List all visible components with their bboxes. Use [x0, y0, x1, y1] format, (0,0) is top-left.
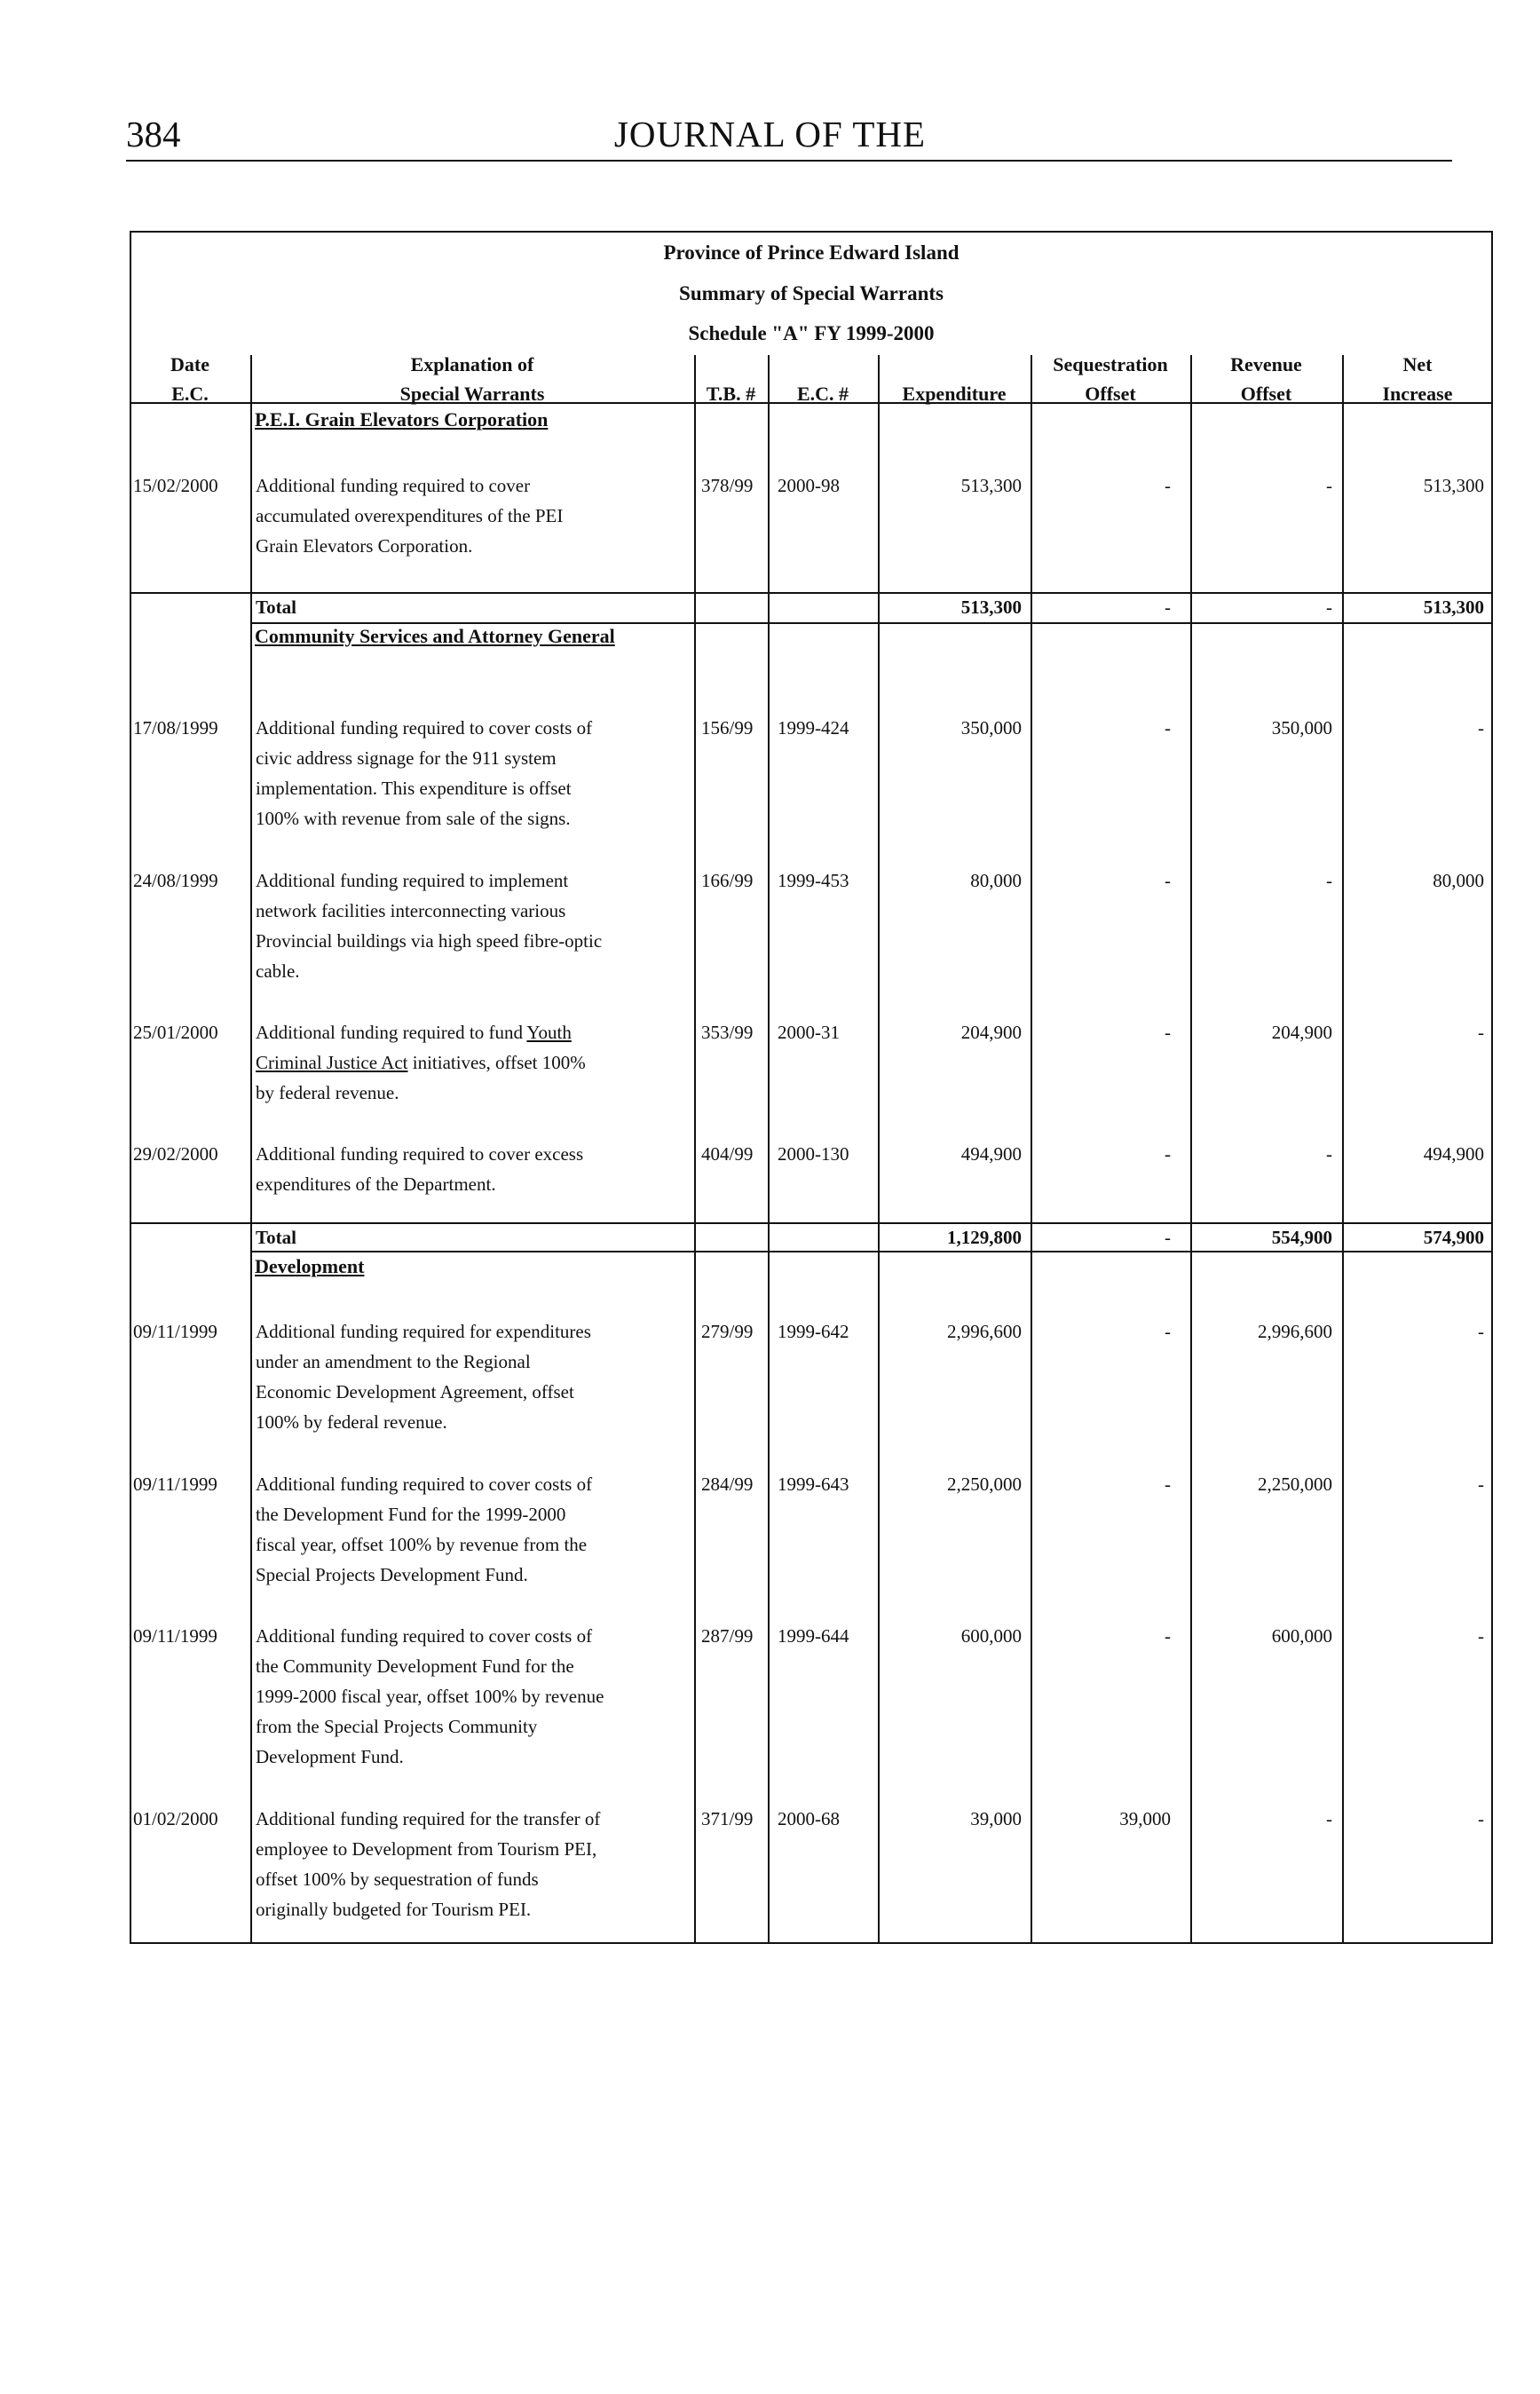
- explanation-line: the Development Fund for the 1999-2000: [256, 1504, 566, 1525]
- row-ec: 2000-68: [778, 1808, 840, 1829]
- caption-schedule: Schedule "A" FY 1999-2000: [688, 322, 935, 344]
- row-net: 513,300: [1423, 475, 1484, 496]
- row-expenditure: 350,000: [960, 717, 1022, 739]
- explanation-line: Additional funding required to cover costs of: [256, 1625, 593, 1647]
- total-label: Total: [256, 1227, 296, 1248]
- section-heading-development: Development: [255, 1255, 365, 1277]
- row-sequestration: -: [1165, 1143, 1171, 1165]
- row-ec: 1999-644: [778, 1625, 849, 1647]
- explanation-line: network facilities interconnecting various: [256, 900, 566, 921]
- caption-province: Province of Prince Edward Island: [663, 241, 960, 264]
- explanation-line: originally budgeted for Tourism PEI.: [256, 1899, 532, 1920]
- explanation-text: initiatives, offset 100%: [407, 1052, 586, 1073]
- row-date: 09/11/1999: [133, 1321, 217, 1342]
- row-expenditure: 600,000: [960, 1625, 1022, 1647]
- row-revenue: 2,250,000: [1258, 1474, 1332, 1495]
- col-header-explanation-line2: Special Warrants: [399, 383, 545, 405]
- explanation-line: Additional funding required for expenditures: [256, 1321, 591, 1342]
- row-date: 09/11/1999: [133, 1474, 217, 1495]
- section-heading-community: Community Services and Attorney General: [255, 625, 615, 647]
- explanation-line: from the Special Projects Community: [256, 1716, 538, 1737]
- col-header-explanation: [250, 350, 694, 408]
- page-number: 384: [126, 114, 181, 154]
- col-header-sequestration: [1031, 350, 1190, 408]
- col-rule-tb: [694, 355, 696, 1942]
- row-sequestration: 39,000: [1119, 1808, 1171, 1829]
- explanation-line: cable.: [256, 960, 300, 982]
- journal-title: JOURNAL OF THE: [613, 114, 927, 154]
- explanation-line: by federal revenue.: [256, 1082, 399, 1103]
- row-expenditure: 2,996,600: [947, 1321, 1022, 1342]
- caption-summary: Summary of Special Warrants: [679, 282, 944, 304]
- row-revenue: 2,996,600: [1258, 1321, 1332, 1342]
- row-tb: 279/99: [701, 1321, 754, 1342]
- row-revenue: -: [1326, 1808, 1332, 1829]
- total-label: Total: [256, 597, 296, 618]
- col-header-ec: E.C. #: [796, 383, 849, 405]
- row-expenditure: 39,000: [970, 1808, 1022, 1829]
- row-revenue: -: [1326, 870, 1332, 891]
- explanation-line: Additional funding required to cover: [256, 475, 531, 496]
- row-sequestration: -: [1165, 717, 1171, 739]
- total-net: 574,900: [1423, 1227, 1484, 1248]
- col-header-expenditure: Expenditure: [902, 383, 1007, 405]
- explanation-line: the Community Development Fund for the: [256, 1655, 574, 1677]
- row-net: -: [1478, 1321, 1484, 1342]
- explanation-line: 100% by federal revenue.: [256, 1411, 447, 1433]
- row-revenue: 350,000: [1271, 717, 1332, 739]
- col-header-revenue-line2: Offset: [1240, 383, 1292, 405]
- row-tb: 378/99: [701, 475, 754, 496]
- row-sequestration: -: [1165, 870, 1171, 891]
- row-sequestration: -: [1165, 1321, 1171, 1342]
- row-date: 01/02/2000: [133, 1808, 218, 1829]
- explanation-line: Additional funding required to cover costs of: [256, 1474, 593, 1495]
- explanation-line: Economic Development Agreement, offset: [256, 1381, 574, 1402]
- row-tb: 284/99: [701, 1474, 754, 1495]
- row-ec: 1999-453: [778, 870, 849, 891]
- row-date: 17/08/1999: [133, 717, 218, 739]
- row-explanation: [256, 1017, 682, 1108]
- header-rule: [126, 160, 1452, 162]
- explanation-line: Additional funding required for the transfer of: [256, 1808, 601, 1829]
- act-title-part: Criminal Justice Act: [256, 1052, 408, 1073]
- explanation-line: Additional funding required to cover excess: [256, 1143, 584, 1165]
- explanation-line: employee to Development from Tourism PEI,: [256, 1838, 597, 1860]
- row-explanation: [256, 1469, 682, 1590]
- explanation-line: Special Projects Development Fund.: [256, 1564, 528, 1585]
- explanation-line: fiscal year, offset 100% by revenue from the: [256, 1534, 588, 1555]
- total-rule-1-bottom: [250, 622, 1493, 624]
- col-header-explanation-line1: Explanation of: [410, 353, 534, 375]
- explanation-line: Additional funding required to implement: [256, 870, 569, 891]
- total-expenditure: 1,129,800: [947, 1227, 1022, 1248]
- row-net: -: [1478, 1474, 1484, 1495]
- row-ec: 2000-98: [778, 475, 840, 496]
- row-revenue: -: [1326, 475, 1332, 496]
- col-header-sequestration-line2: Offset: [1085, 383, 1136, 405]
- row-revenue: 600,000: [1271, 1625, 1332, 1647]
- row-date: 09/11/1999: [133, 1625, 217, 1647]
- explanation-line: expenditures of the Department.: [256, 1173, 496, 1195]
- row-explanation: [256, 1139, 682, 1199]
- row-ec: 2000-130: [778, 1143, 849, 1165]
- explanation-line: [256, 1047, 682, 1078]
- explanation-line: offset 100% by sequestration of funds: [256, 1869, 539, 1890]
- row-explanation: [256, 1316, 682, 1437]
- total-sequestration: -: [1165, 597, 1171, 618]
- row-explanation: [256, 470, 682, 561]
- total-net: 513,300: [1423, 597, 1484, 618]
- row-net: -: [1478, 717, 1484, 739]
- col-header-revenue: [1190, 350, 1342, 408]
- row-date: 15/02/2000: [133, 475, 218, 496]
- row-expenditure: 2,250,000: [947, 1474, 1022, 1495]
- explanation-line: 1999-2000 fiscal year, offset 100% by revenue: [256, 1686, 604, 1707]
- explanation-line: 100% with revenue from sale of the signs.: [256, 808, 571, 829]
- section-heading-grain: P.E.I. Grain Elevators Corporation: [255, 408, 549, 431]
- col-header-net: [1342, 350, 1493, 408]
- explanation-line: Provincial buildings via high speed fibre-optic: [256, 930, 603, 952]
- row-tb: 353/99: [701, 1022, 754, 1043]
- col-header-tb: T.B. #: [706, 383, 756, 405]
- col-header-sequestration-line1: Sequestration: [1053, 353, 1168, 375]
- row-sequestration: -: [1165, 1625, 1171, 1647]
- row-net: -: [1478, 1022, 1484, 1043]
- row-tb: 287/99: [701, 1625, 754, 1647]
- row-net: -: [1478, 1808, 1484, 1829]
- row-ec: 1999-643: [778, 1474, 849, 1495]
- explanation-line: civic address signage for the 911 system: [256, 747, 557, 769]
- row-tb: 404/99: [701, 1143, 754, 1165]
- row-tb: 166/99: [701, 870, 754, 891]
- row-date: 25/01/2000: [133, 1022, 218, 1043]
- col-header-date-line2: E.C.: [171, 383, 209, 405]
- explanation-line: Grain Elevators Corporation.: [256, 535, 473, 557]
- row-sequestration: -: [1165, 1022, 1171, 1043]
- col-header-date: [130, 350, 250, 408]
- row-explanation: [256, 1621, 682, 1772]
- explanation-line: Additional funding required to cover costs of: [256, 717, 593, 739]
- explanation-line: accumulated overexpenditures of the PEI: [256, 505, 564, 526]
- col-rule-ec: [768, 355, 770, 1942]
- row-net: 494,900: [1423, 1143, 1484, 1165]
- row-expenditure: 204,900: [960, 1022, 1022, 1043]
- row-tb: 371/99: [701, 1808, 754, 1829]
- explanation-line: under an amendment to the Regional: [256, 1351, 531, 1372]
- row-explanation: [256, 1804, 682, 1924]
- total-expenditure: 513,300: [960, 597, 1022, 618]
- row-tb: 156/99: [701, 717, 754, 739]
- row-revenue: 204,900: [1271, 1022, 1332, 1043]
- row-expenditure: 80,000: [970, 870, 1022, 891]
- row-ec: 2000-31: [778, 1022, 840, 1043]
- total-revenue: -: [1326, 597, 1332, 618]
- row-ec: 1999-424: [778, 717, 849, 739]
- explanation-text: Additional funding required to fund: [256, 1022, 527, 1043]
- act-title-part: Youth: [526, 1022, 572, 1043]
- row-sequestration: -: [1165, 475, 1171, 496]
- row-revenue: -: [1326, 1143, 1332, 1165]
- total-revenue: 554,900: [1271, 1227, 1332, 1248]
- total-sequestration: -: [1165, 1227, 1171, 1248]
- row-net: -: [1478, 1625, 1484, 1647]
- row-date: 24/08/1999: [133, 870, 218, 891]
- explanation-line: implementation. This expenditure is offset: [256, 778, 572, 799]
- col-header-net-line1: Net: [1402, 353, 1433, 375]
- col-header-net-line2: Increase: [1382, 383, 1453, 405]
- row-explanation: [256, 865, 682, 986]
- col-header-date-line1: Date: [170, 353, 209, 375]
- explanation-line: Development Fund.: [256, 1746, 404, 1767]
- row-explanation: [256, 713, 682, 834]
- col-header-revenue-line1: Revenue: [1230, 353, 1302, 375]
- col-rule-explanation: [250, 355, 252, 1942]
- row-sequestration: -: [1165, 1474, 1171, 1495]
- row-ec: 1999-642: [778, 1321, 849, 1342]
- row-net: 80,000: [1433, 870, 1484, 891]
- explanation-line: [256, 1017, 682, 1047]
- row-expenditure: 513,300: [960, 475, 1022, 496]
- row-expenditure: 494,900: [960, 1143, 1022, 1165]
- row-date: 29/02/2000: [133, 1143, 218, 1165]
